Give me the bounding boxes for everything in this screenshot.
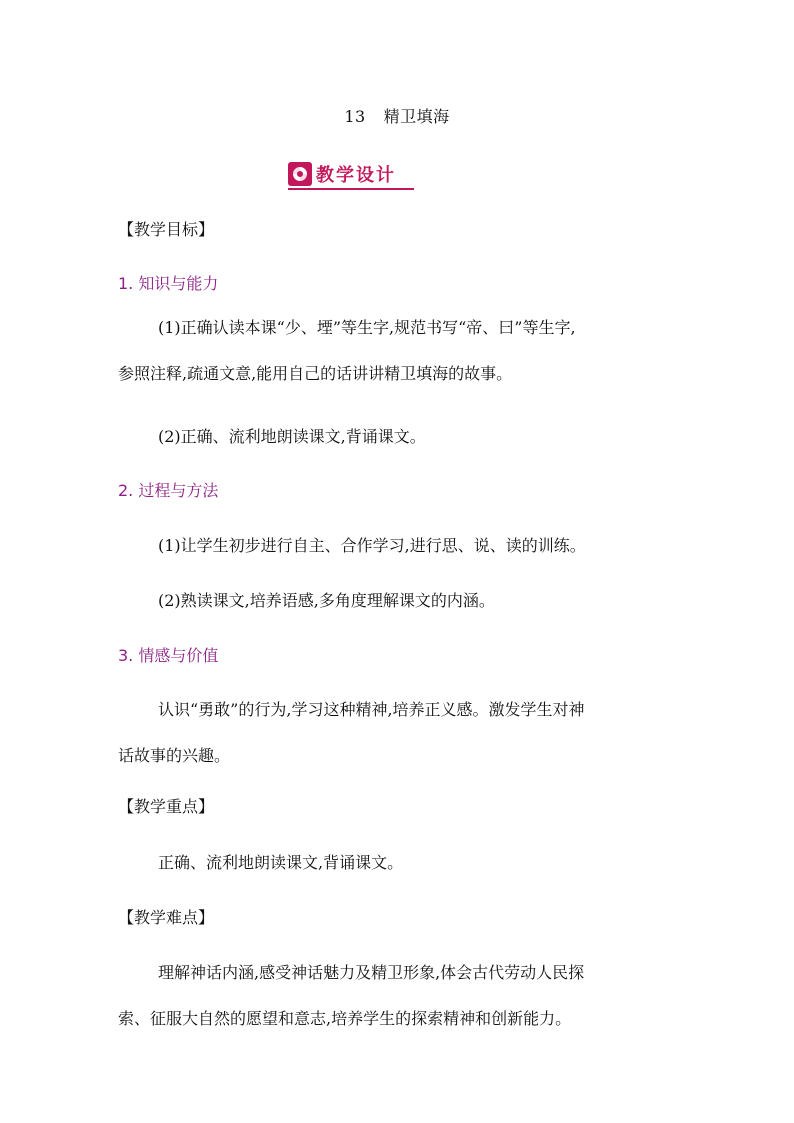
knowledge-paragraph-1: [118, 315, 688, 384]
emotion-heading: 3. 情感与价值: [118, 646, 219, 665]
lesson-name: 精卫填海: [383, 107, 450, 126]
text-line: (2)熟读课文,培养语感,多角度理解课文的内涵。: [158, 591, 495, 610]
knowledge-paragraph-2: [118, 424, 688, 447]
knowledge-heading: 1. 知识与能力: [118, 274, 219, 293]
text-line: 话故事的兴趣。: [118, 746, 231, 765]
difficulties-paragraph: [118, 960, 688, 1029]
banner-label: 教学设计: [316, 165, 396, 186]
process-paragraph-1: [118, 533, 688, 556]
emotion-paragraph: [118, 697, 688, 766]
objectives-heading: 【教学目标】: [118, 220, 215, 239]
section-banner: [288, 160, 414, 190]
text-line: 认识“勇敢”的行为,学习这种精神,培养正义感。激发学生对神: [158, 700, 585, 719]
process-heading: 2. 过程与方法: [118, 481, 219, 500]
text-line: (1)正确认读本课“少、堙”等生字,规范书写“帝、曰”等生字,: [158, 318, 576, 337]
text-line: 理解神话内涵,感受神话魅力及精卫形象,体会古代劳动人民探: [158, 963, 585, 982]
text-line: 参照注释,疏通文意,能用自己的话讲讲精卫填海的故事。: [118, 364, 513, 383]
key-points-heading: 【教学重点】: [118, 797, 215, 816]
text-line: (1)让学生初步进行自主、合作学习,进行思、说、读的训练。: [158, 536, 586, 555]
difficulties-heading: 【教学难点】: [118, 908, 215, 927]
swirl-logo-icon: [288, 162, 312, 186]
key-points-paragraph: [118, 850, 688, 873]
text-line: 索、征服大自然的愿望和意志,培养学生的探索精神和创新能力。: [118, 1009, 572, 1028]
lesson-title: [0, 104, 794, 127]
process-paragraph-2: [118, 588, 688, 611]
text-line: (2)正确、流利地朗读课文,背诵课文。: [158, 427, 426, 446]
lesson-number: 13: [344, 107, 366, 126]
text-line: 正确、流利地朗读课文,背诵课文。: [158, 853, 404, 872]
